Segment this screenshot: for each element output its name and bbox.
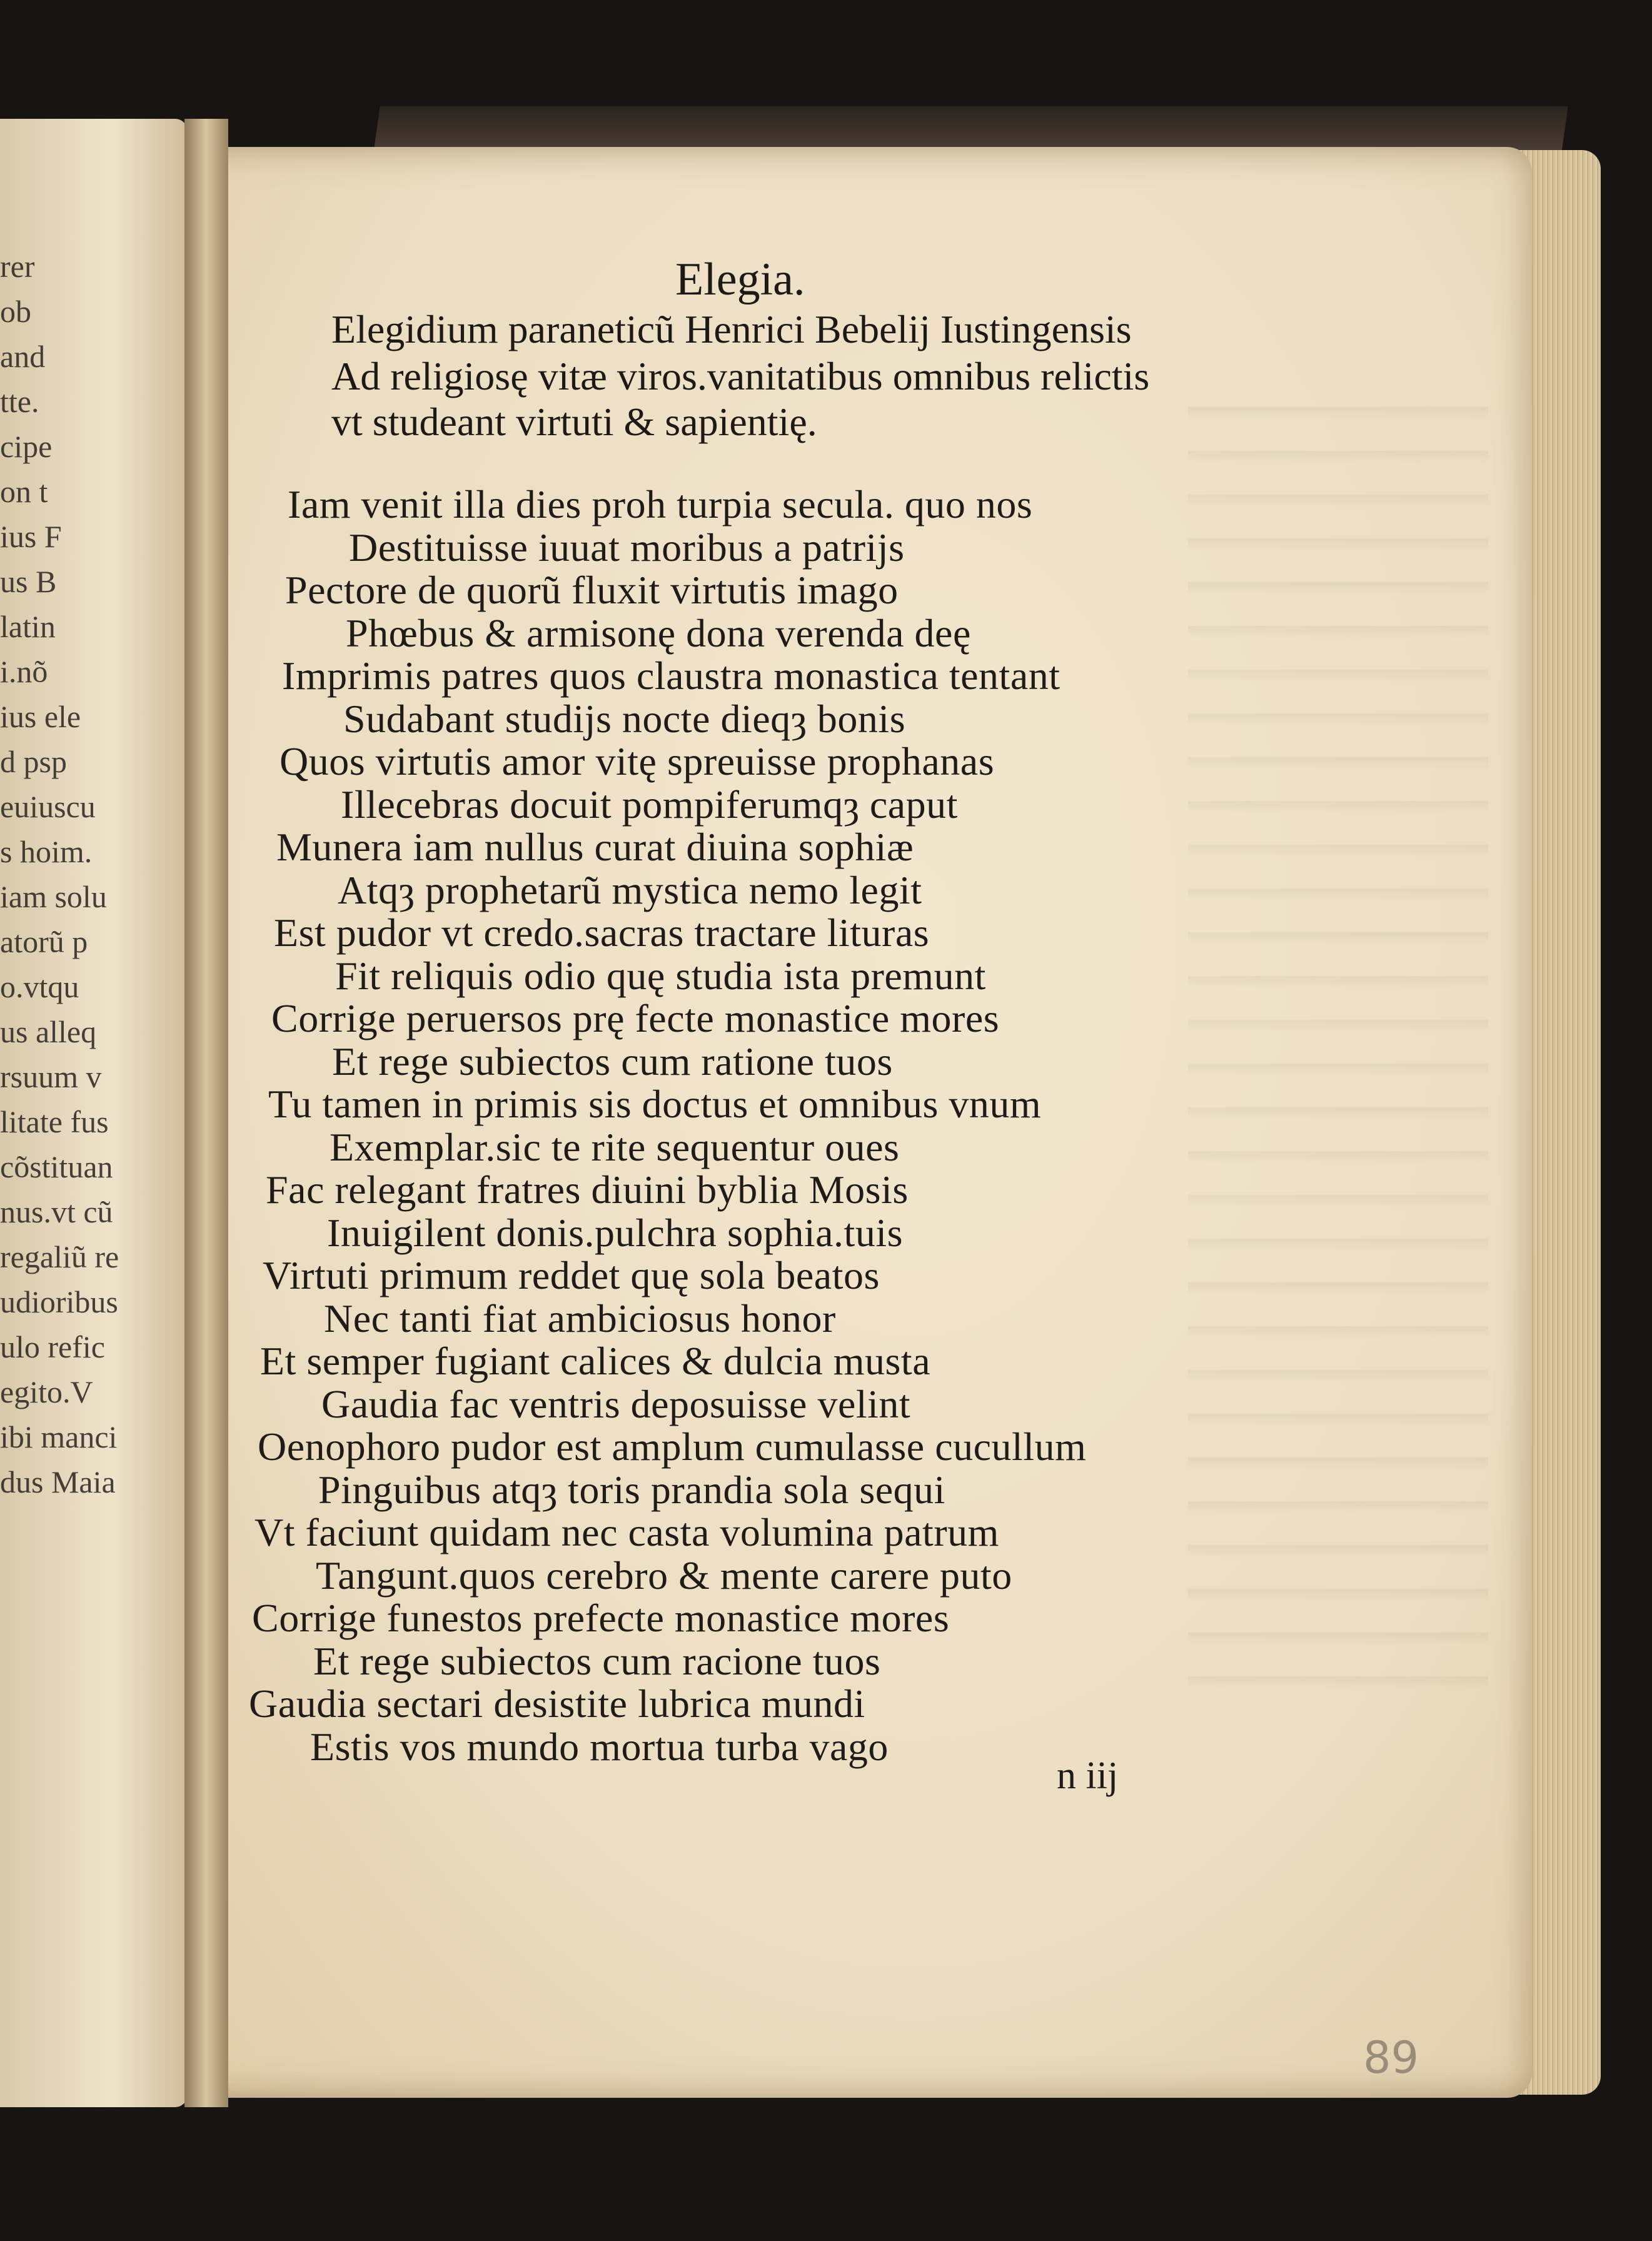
left-page-line: egito.V (0, 1374, 93, 1409)
verse-line: Corrige peruersos prę fecte monastice mores (271, 996, 1000, 1040)
verse-line: Oenophoro pudor est amplum cumulasse cucullum (258, 1424, 1087, 1469)
signature-mark: n iij (1057, 1755, 1119, 1797)
left-page-line: us B (0, 564, 57, 599)
verse-line: Fac relegant fratres diuini byblia Mosis (266, 1167, 909, 1212)
left-page-line: ob (0, 294, 31, 329)
verse-line: Sudabant studijs nocte dieqȝ bonis (343, 696, 906, 741)
verse-line: Illecebras docuit pompiferumqȝ caput (341, 782, 958, 827)
verse-line: Estis vos mundo mortua turba vago (310, 1724, 889, 1769)
left-page-line: litate fus (0, 1104, 109, 1139)
left-page-line: ulo refic (0, 1329, 105, 1364)
verse-line: Iam venit illa dies proh turpia secula. quo nos (288, 482, 1033, 526)
verse-line: Pectore de quorũ fluxit virtutis imago (285, 568, 899, 612)
left-page-line: on t (0, 474, 48, 509)
verse-line: Exemplar.sic te rite sequentur oues (330, 1124, 900, 1169)
left-page-line: rsuum v (0, 1059, 102, 1094)
verse-line: Et rege subiectos cum ratione tuos (332, 1039, 893, 1084)
left-page-line: and (0, 339, 46, 374)
left-page-line: nus.vt cũ (0, 1194, 113, 1229)
left-page-line: ius ele (0, 699, 81, 734)
left-page-line: euiuscu (0, 789, 96, 824)
left-page-line: i.nõ (0, 654, 48, 689)
left-page-line: o.vtqu (0, 969, 79, 1004)
verse-line: Corrige funestos prefecte monastice mores (252, 1596, 950, 1640)
verse-line: Et semper fugiant calices & dulcia musta (260, 1339, 931, 1383)
verse-line: Vt faciunt quidam nec casta volumina patrum (254, 1510, 999, 1554)
book-gutter (184, 119, 228, 2107)
left-page-text (0, 244, 181, 1504)
verse-line: Gaudia fac ventris deposuisse velint (321, 1381, 911, 1426)
verse-line: Quos virtutis amor vitę spreuisse prophanas (280, 739, 995, 783)
title-line-3: vt studeant virtuti & sapientię. (331, 400, 817, 444)
left-page-line: rer (0, 249, 35, 284)
verse-line: Inuigilent donis.pulchra sophia.tuis (327, 1210, 903, 1255)
verse-line: Et rege subiectos cum racione tuos (313, 1638, 881, 1683)
show-through-text (1188, 375, 1488, 1688)
verse-line: Pinguibus atqȝ toris prandia sola sequi (318, 1467, 945, 1512)
left-page-line: atorũ p (0, 924, 88, 959)
left-page-line: latin (0, 609, 56, 644)
page-heading: Elegia. (675, 254, 805, 305)
left-page-line: dus Maia (0, 1464, 116, 1499)
title-line-1: Elegidium paraneticũ Henrici Bebelij Iustingensis (331, 307, 1132, 351)
verse-line: Imprimis patres quos claustra monastica tentant (282, 653, 1060, 698)
verse-line: Fit reliquis odio quę studia ista premunt (335, 953, 986, 998)
left-page-line: iam solu (0, 879, 107, 914)
folio-number: 89 (1363, 2032, 1419, 2083)
verse-line: Tu tamen in primis sis doctus et omnibus vnum (268, 1082, 1042, 1126)
left-page-line: cipe (0, 429, 53, 464)
left-page-line: s hoim. (0, 834, 93, 869)
left-page-line: ibi manci (0, 1419, 118, 1454)
left-page (0, 119, 188, 2107)
left-page-line: d psp (0, 744, 67, 779)
verse-line: Nec tanti fiat ambiciosus honor (324, 1296, 836, 1341)
verse-line: Virtuti primum reddet quę sola beatos (263, 1253, 880, 1297)
left-page-line: us alleq (0, 1014, 97, 1049)
verse-line: Gaudia sectari desistite lubrica mundi (249, 1681, 865, 1726)
left-page-line: udioribus (0, 1284, 118, 1319)
verse-line: Atqȝ prophetarũ mystica nemo legit (338, 867, 922, 912)
left-page-line: cõstituan (0, 1149, 113, 1184)
verse-line: Munera iam nullus curat diuina sophiæ (276, 825, 914, 869)
verse-line: Destituisse iuuat moribus a patrijs (349, 525, 905, 570)
title-line-2: Ad religiosę vitæ viros.vanitatibus omnibus relictis (331, 354, 1150, 398)
left-page-line: tte. (0, 384, 39, 419)
verse-line: Est pudor vt credo.sacras tractare lituras (274, 910, 930, 955)
verse-line: Tangunt.quos cerebro & mente carere puto (316, 1553, 1012, 1598)
left-page-line: ius F (0, 519, 62, 554)
left-page-line: regaliũ re (0, 1239, 119, 1274)
verse-line: Phœbus & armisonę dona verenda deę (346, 610, 971, 655)
